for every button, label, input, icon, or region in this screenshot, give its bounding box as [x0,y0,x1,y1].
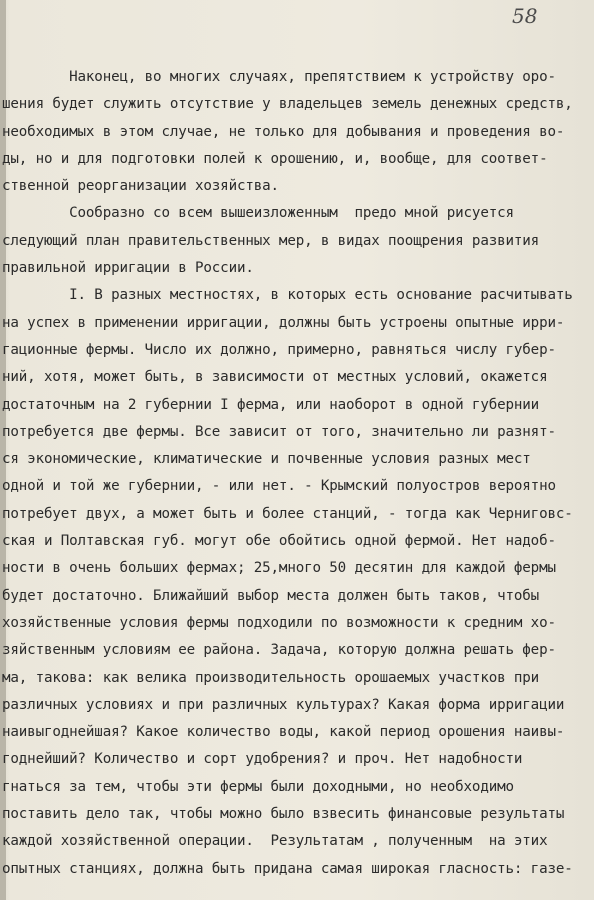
text-line: опытных станциях, должна быть придана самая широкая гласность: газе- [2,860,573,877]
text-line: различных условиях и при различных культурах? Какая форма ирригации [2,696,565,713]
text-line: необходимых в этом случае, не только для добывания и проведения во- [2,123,565,140]
text-line: ности в очень больших фермах; 25,много 50 десятин для каждой фермы [2,560,556,577]
text-line: I. В разных местностях, в которых есть основание расчитывать [2,287,573,304]
text-line: на успех в применении ирригации, должны быть устроены опытные ирри- [2,314,565,331]
page-number: 58 [512,4,538,28]
text-line: шения будет служить отсутствие у владельцев земель денежных средств, [2,96,573,113]
text-line: Сообразно со всем вышеизложенным предо мной рисуется [2,205,514,222]
text-line: Наконец, во многих случаях, препятствием к устройству оро- [2,69,556,85]
text-line: хозяйственные условия фермы подходили по возможности к средним хо- [2,614,556,631]
text-line: каждой хозяйственной операции. Результатам , полученным на этих [2,833,548,850]
text-line: наивыгоднейшая? Какое количество воды, какой период орошения наивы- [2,724,565,741]
text-line: следующий план правительственных мер, в видах поощрения развития [2,232,540,249]
text-line: ская и Полтавская губ. могут обе обойтись одной фермой. Нет надоб- [2,533,556,550]
text-line: поставить дело так, чтобы можно было взвесить финансовые результаты [2,806,565,823]
text-line: правильной ирригации в России. [2,260,254,277]
text-line: ственной реорганизации хозяйства. [2,178,279,195]
text-line: будет достаточно. Ближайший выбор места должен быть таков, чтобы [2,587,540,604]
text-line: гнаться за тем, чтобы эти фермы были доходными, но необходимо [2,778,514,795]
text-line: зяйственным условиям ее района. Задача, которую должна решать фер- [2,642,556,659]
text-line: годнейший? Количество и сорт удобрения? и проч. Нет надобности [2,751,523,768]
text-line: ся экономические, климатические и почвенные условия разных мест [2,451,531,468]
text-line: одной и той же губернии, - или нет. - Крымский полуостров вероятно [2,478,556,495]
text-line: ний, хотя, может быть, в зависимости от местных условий, окажется [2,369,548,386]
text-line: достаточным на 2 губернии I ферма, или наоборот в одной губернии [2,396,540,413]
text-line: ды, но и для подготовки полей к орошению, и, вообще, для соответ- [2,150,548,167]
text-line: гационные фермы. Число их должно, примерно, равняться числу губер- [2,341,556,358]
text-line: ма, такова: как велика производительность орошаемых участков при [2,669,540,686]
text-line: потребуется две фермы. Все зависит от того, значительно ли разнят- [2,423,556,440]
text-line: потребует двух, а может быть и более станций, - тогда как Черниговс- [2,505,573,522]
typewritten-text [0,64,594,883]
